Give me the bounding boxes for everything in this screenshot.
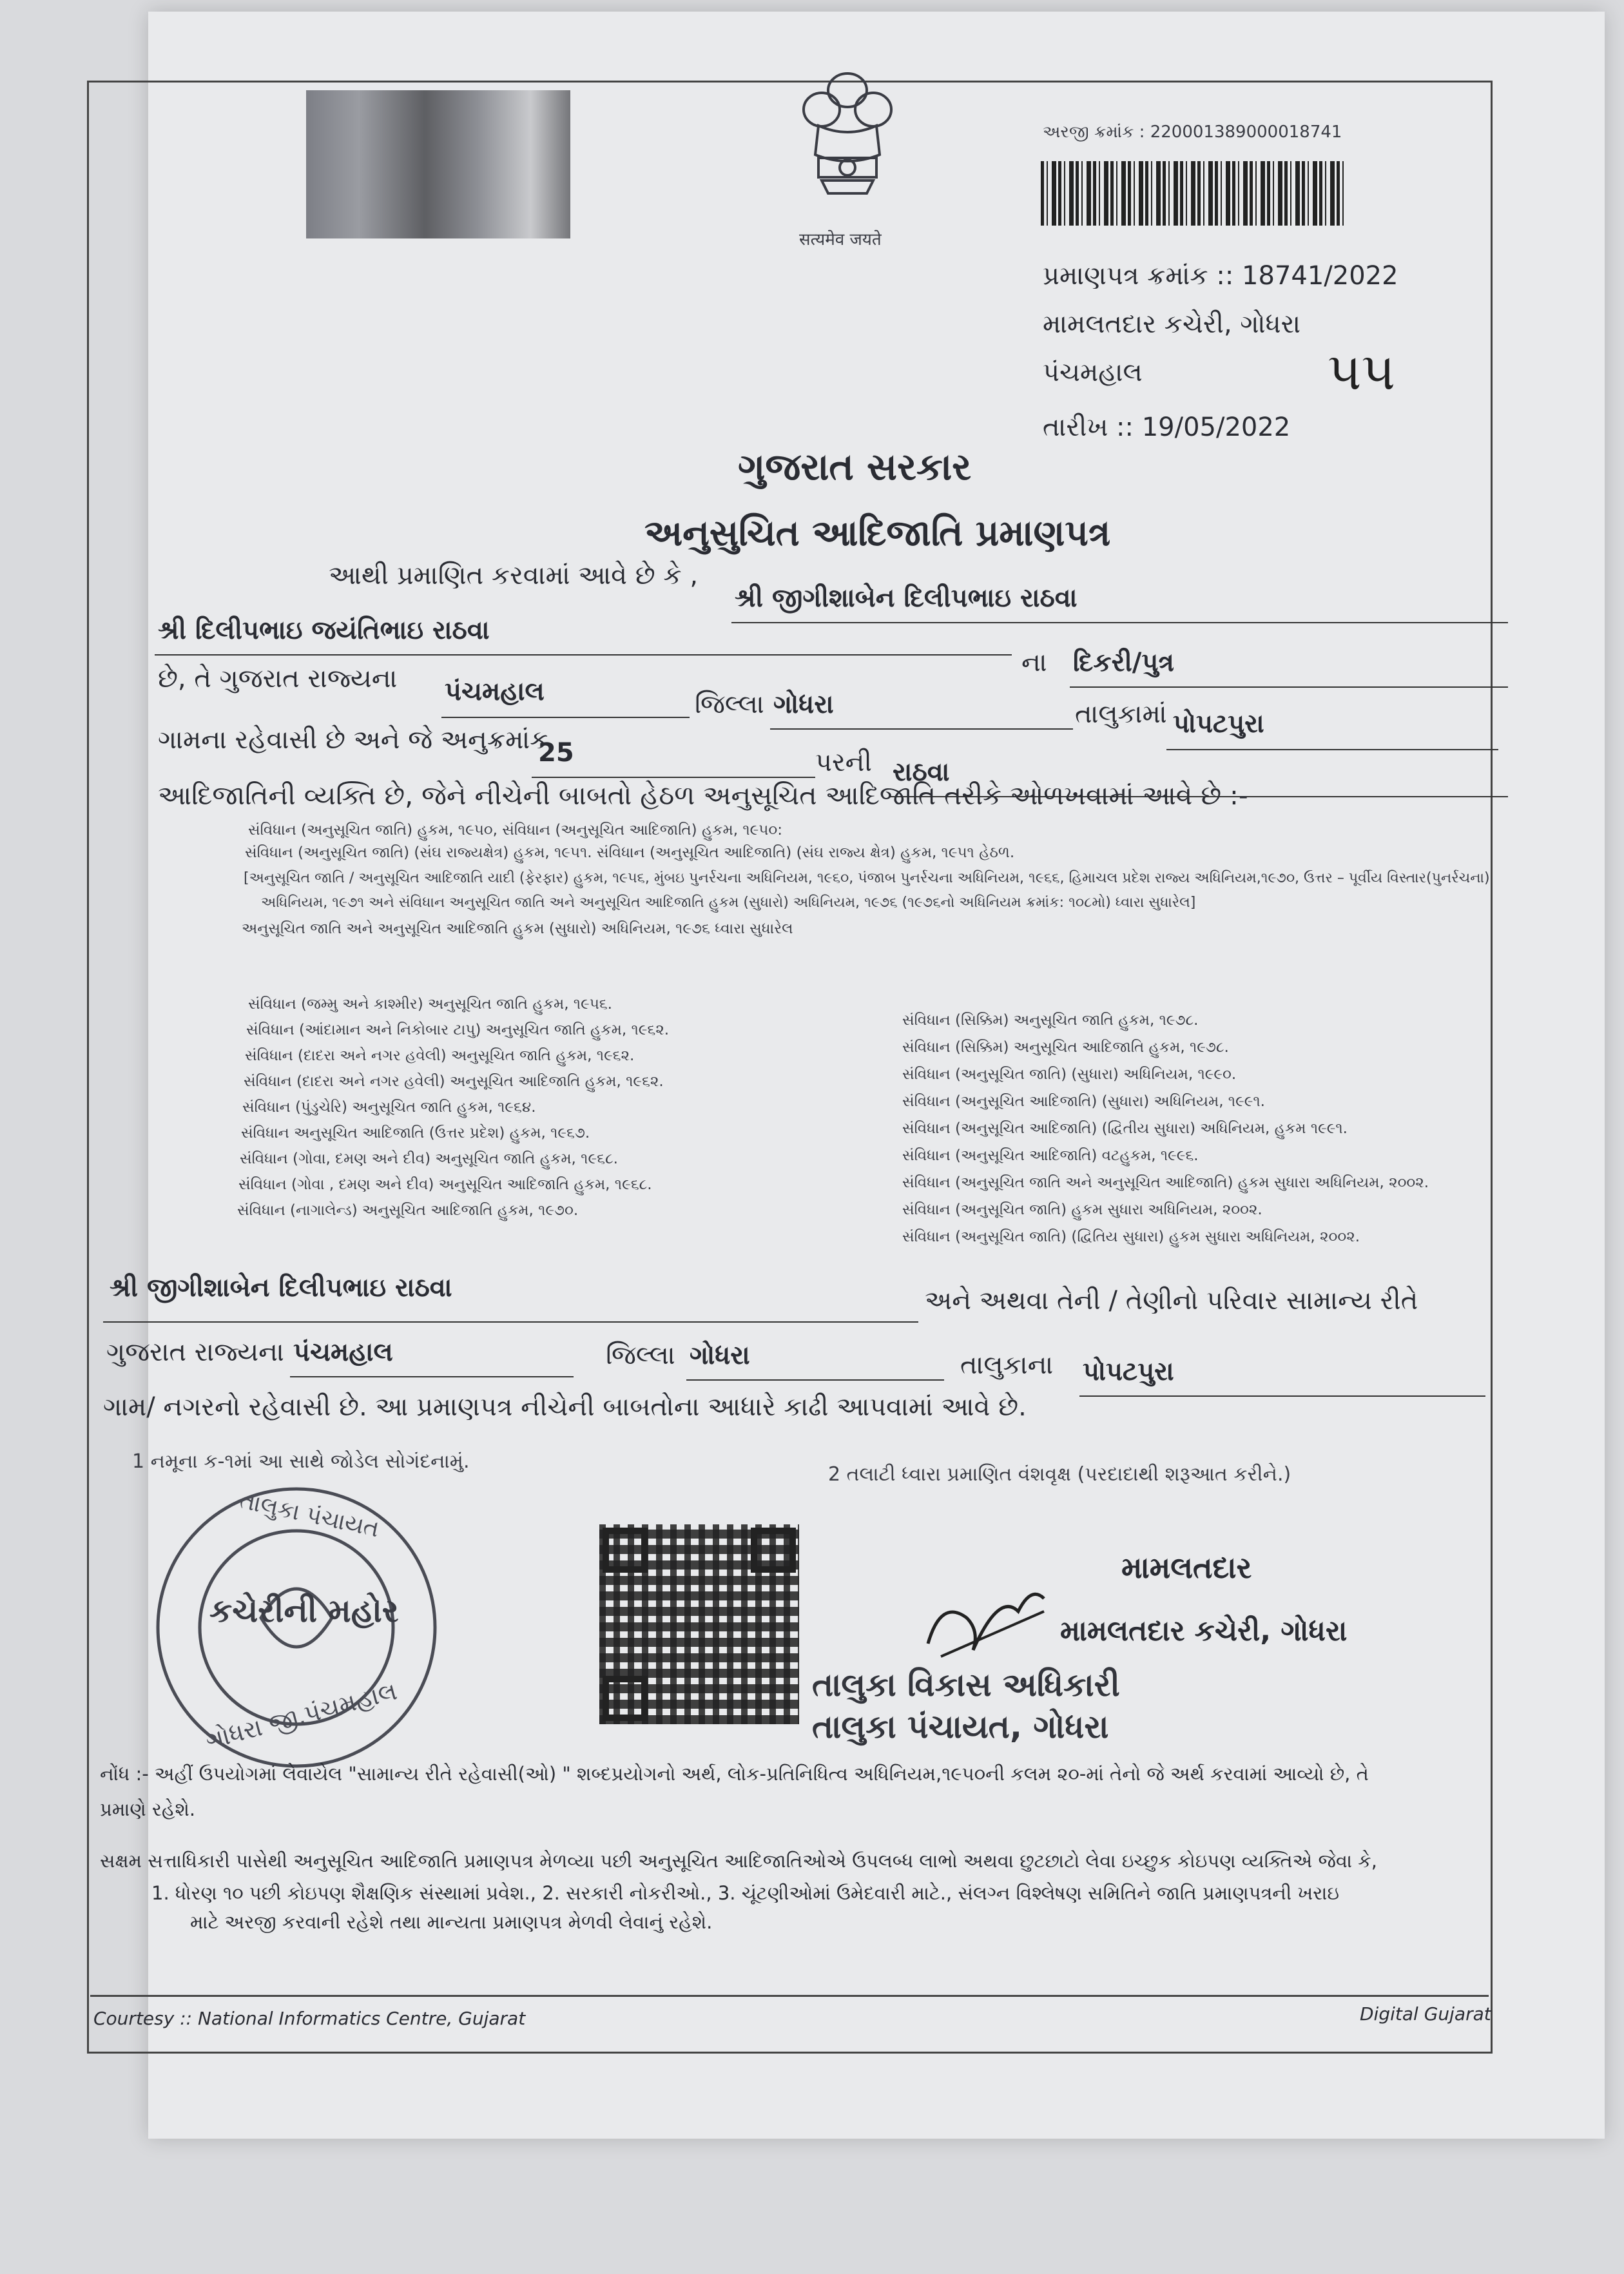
residence-district-line bbox=[290, 1376, 574, 1377]
serial-line bbox=[532, 777, 815, 778]
footer-brand: Digital Gujarat bbox=[1360, 2003, 1491, 2025]
family-text: અને અથવા તેની / તેણીનો પરિવાર સામાન્ય રીતે bbox=[925, 1286, 1418, 1316]
national-emblem-icon bbox=[783, 64, 912, 219]
residence-village: પોપટપુરા bbox=[1083, 1357, 1174, 1386]
order-right-item: સંવિધાન (અનુસૂચિત જાતિ) હુકમ સુધારા અધિનિયમ, ૨૦૦૨. bbox=[902, 1201, 1262, 1218]
issuing-district: પંચમહાલ bbox=[1043, 358, 1143, 387]
footer-courtesy: Courtesy :: National Informatics Centre, Gujarat bbox=[93, 2008, 526, 2029]
order-right-item: સંવિધાન (અનુસૂચિત આદિજાતિ) (દ્વિતીય સુધારા) અધિનિયમ, હુકમ ૧૯૯૧. bbox=[902, 1120, 1348, 1137]
taluka-line bbox=[770, 728, 1073, 730]
order-left-item: સંવિધાન (ગોવા , દમણ અને દીવ) અનુસૂચિત આદિજાતિ હુકમ, ૧૯૬૮. bbox=[238, 1176, 652, 1193]
certify-intro: આથી પ્રમાણિત કરવામાં આવે છે કે , bbox=[329, 561, 699, 590]
state-label: છે, તે ગુજરાત રાજ્યના bbox=[158, 664, 398, 694]
seal-top-text: તાલુકા પંચાયત bbox=[237, 1487, 382, 1543]
certificate-title: અનુસુચિત આદિજાતિ પ્રમાણપત્ર bbox=[644, 512, 1111, 554]
order-right-item: સંવિધાન (અનુસૂચિત જાતિ) (દ્વિતિય સુધારા) હુકમ સુધારા અધિનિયમ, ૨૦૦૨. bbox=[902, 1229, 1360, 1245]
order-left-item: સંવિધાન (દાદરા અને નગર હવેલી) અનુસૂચિત આદિજાતિ હુકમ, ૧૯૬૨. bbox=[244, 1073, 664, 1090]
order-left-item: સંવિધાન અનુસૂચિત આદિજાતિ (ઉત્તર પ્રદેશ) હુકમ, ૧૯૬૭. bbox=[241, 1125, 590, 1142]
signatory-office: મામલતદાર કચેરી, ગોધરા bbox=[1060, 1615, 1348, 1647]
government-title: ગુજરાત સરકાર bbox=[738, 445, 972, 489]
qr-finder-icon bbox=[751, 1528, 796, 1573]
village-line bbox=[1166, 749, 1498, 750]
recognised-text: આદિજાતિની વ્યક્તિ છે, જેને નીચેની બાબતો હેઠળ અનુસૂચિત આદિજાતિ તરીકે ઓળખવામાં આવે છે :- bbox=[158, 780, 1248, 811]
relation: દિકરી/પુત્ર bbox=[1073, 648, 1174, 677]
order-line: અધિનિયમ, ૧૯૭૧ અને સંવિધાન અનુસૂચિત જાતિ અને અનુસૂચિત આદિજાતિ હુકમ (સુધારો) અધિનિયમ, ૧૯૭૬ (૧૯૭૬નો અધિનિયમ ક્રમાંક: ૧૦૮મો) ધ્વારા સુધારેલ] bbox=[261, 895, 1196, 911]
order-line: સંવિધાન (અનુસૂચિત જાતિ) (સંઘ રાજ્યક્ષેત્ર) હુકમ, ૧૯૫૧. સંવિધાન (અનુસૂચિત આદિજાતિ) (સંઘ રાજ્ય ક્ષેત્ર) હુકમ, ૧૯૫૧ હેઠળ. bbox=[245, 844, 1015, 861]
footer-rule bbox=[90, 1995, 1489, 1997]
order-right-item: સંવિધાન (અનુસૂચિત જાતિ) (સુધારા) અધિનિયમ, ૧૯૯૦. bbox=[902, 1066, 1237, 1083]
eligibility-line-2: 1. ધોરણ ૧૦ પછી કોઇપણ શૈક્ષણિક સંસ્થામાં પ્રવેશ., 2. સરકારી નોકરીઓ., 3. ચૂંટણીઓમાં ઉમેદવારી માટે., સંલગ્ન વિશ્લેષણ સમિતિને જાતિ પ્રમાણપત્રની ખરાઇ bbox=[151, 1882, 1339, 1904]
order-right-item: સંવિધાન (અનુસૂચિત આદિજાતિ) (સુધારા) અધિનિયમ, ૧૯૯૧. bbox=[902, 1093, 1265, 1110]
handwritten-number: ૫૫ bbox=[1328, 342, 1396, 402]
signature-icon bbox=[915, 1573, 1057, 1676]
issue-date: તારીખ :: 19/05/2022 bbox=[1043, 413, 1291, 442]
residence-state-label: ગુજરાત રાજ્યના bbox=[106, 1337, 284, 1367]
qr-finder-icon bbox=[603, 1528, 648, 1573]
father-name: શ્રી દિલીપભાઇ જયંતિભાઇ રાઠવા bbox=[158, 616, 490, 645]
basis-text: ગામ/ નગરનો રહેવાસી છે. આ પ્રમાણપત્ર નીચેની બાબતોના આધારે કાઢી આપવામાં આવે છે. bbox=[103, 1392, 1027, 1422]
order-left-item: સંવિધાન (જમ્મુ અને કાશ્મીર) અનુસૂચિત જાતિ હુકમ, ૧૯૫૬. bbox=[248, 996, 612, 1013]
applicant-photo bbox=[306, 90, 570, 238]
caste-value: રાઠવા bbox=[893, 757, 950, 787]
eligibility-line-1: સક્ષમ સત્તાધિકારી પાસેથી અનુસૂચિત આદિજાતિ પ્રમાણપત્ર મેળવ્યા પછી અનુસૂચિત આદિજાતિઓએ ઉપલબ્ધ લાભો અથવા છુટછાટો લેવા ઇચ્છુક કોઇપણ વ્યક્તિએ જેવા કે, bbox=[100, 1850, 1377, 1872]
district-label: જિલ્લા bbox=[695, 690, 764, 719]
stamp-line-2: તાલુકા પંચાયત, ગોધરા bbox=[812, 1708, 1109, 1745]
residence-district: પંચમહાલ bbox=[293, 1337, 393, 1367]
order-right-item: સંવિધાન (અનુસૂચિત જાતિ અને અનુસૂચિત આદિજાતિ) હુકમ સુધારા અધિનિયમ, ૨૦૦૨. bbox=[902, 1174, 1429, 1191]
residence-district-town: ગોધરા bbox=[690, 1341, 750, 1370]
father-name-line bbox=[155, 654, 1012, 656]
note-line-1: નોંધ :- અહીં ઉપયોગમાં લેવાયેલ "સામાન્ય રીતે રહેવાસી(ઓ) " શબ્દપ્રયોગનો અર્થ, લોક-પ્રતિનિધિત્વ અધિનિયમ,૧૯૫૦ની કલમ ૨૦-માં તેનો જે અર્થ કરવામાં આવ્યો છે, તે bbox=[100, 1763, 1369, 1785]
of-label: ના bbox=[1021, 648, 1047, 677]
taluka-district: ગોધરા bbox=[773, 690, 834, 719]
basis-item-1: 1 નમૂના ક-૧માં આ સાથે જોડેલ સોગંદનામું. bbox=[132, 1450, 470, 1473]
order-left-item: સંવિધાન (નાગાલેન્ડ) અનુસૂચિત આદિજાતિ હુકમ, ૧૯૭૦. bbox=[237, 1202, 579, 1219]
issuing-office: મામલતદાર કચેરી, ગોધરા bbox=[1043, 309, 1301, 339]
district-line bbox=[441, 717, 690, 718]
district-value: પંચમહાલ bbox=[445, 677, 545, 706]
order-left-item: સંવિધાન (આંદામાન અને નિકોબાર ટાપુ) અનુસૂચિત જાતિ હુકમ, ૧૯૬૨. bbox=[246, 1022, 670, 1038]
barcode bbox=[1041, 161, 1344, 226]
order-left-item: સંવિધાન (ગોવા, દમણ અને દીવ) અનુસૂચિત જાતિ હુકમ, ૧૯૬૮. bbox=[240, 1151, 618, 1167]
stamp-line-1: તાલુકા વિકાસ અધિકારી bbox=[812, 1666, 1120, 1704]
order-line: [અનુસૂચિત જાતિ / અનુસૂચિત આદિજાતિ યાદી (ફેરફાર) હુકમ, ૧૯૫૬, મુંબઇ પુનર્રચના અધિનિયમ, ૧૯૬૦, પંજાબ પુનર્રચના અધિનિયમ, ૧૯૬૬, હિમાચલ પ્રદેશ રાજ્ય અધિનિયમ,૧૯૭૦, ઉત્તર – પૂર્વીય વિસ્તાર(પુનર્રચના) bbox=[244, 870, 1490, 886]
relation-line bbox=[1070, 686, 1508, 688]
order-line: સંવિધાન (અનુસૂચિત જાતિ) હુકમ, ૧૯૫૦, સંવિધાન (અનુસૂચિત આદિજાતિ) હુકમ, ૧૯૫૦: bbox=[248, 822, 782, 839]
basis-item-2: 2 તલાટી ધ્વારા પ્રમાણિત વંશવૃક્ષ (પરદાદાથી શરૂઆત કરીને.) bbox=[828, 1463, 1291, 1486]
residence-district-label: જિલ્લા bbox=[606, 1341, 675, 1370]
order-line: અનુસૂચિત જાતિ અને અનુસૂચિત આદિજાતિ હુકમ (સુધારો) અધિનિયમ, ૧૯૭૬ ધ્વારા સુધારેલ bbox=[242, 920, 793, 937]
signatory-designation: મામલતદાર bbox=[1121, 1550, 1252, 1585]
certificate-number: પ્રમાણપત્ર ક્રમાંક :: 18741/2022 bbox=[1043, 261, 1398, 291]
order-left-item: સંવિધાન (પુંડુચેરિ) અનુસૂચિત જાતિ હુકમ, ૧૯૬૪. bbox=[242, 1099, 536, 1116]
eligibility-line-3: માટે અરજી કરવાની રહેશે તથા માન્યતા પ્રમાણપત્ર મેળવી લેવાનું રહેશે. bbox=[190, 1911, 713, 1933]
residence-village-line bbox=[1079, 1395, 1485, 1397]
village-value: પોપટપુરા bbox=[1173, 709, 1264, 739]
application-number: અરજી ક્રમાંક : 220001389000018741 bbox=[1043, 122, 1342, 142]
residence-town-line bbox=[686, 1379, 944, 1381]
resident-label: ગામના રહેવાસી છે અને જે અનુક્રમાંક bbox=[158, 725, 548, 755]
order-right-item: સંવિધાન (સિક્કિમ) અનુસૂચિત આદિજાતિ હુકમ, ૧૯૭૮. bbox=[902, 1039, 1229, 1056]
order-left-item: સંવિધાન (દાદરા અને નગર હવેલી) અનુસૂચિત જાતિ હુકમ, ૧૯૬૨. bbox=[245, 1047, 635, 1064]
qr-finder-icon bbox=[603, 1676, 648, 1721]
residence-taluka-label: તાલુકાના bbox=[960, 1350, 1054, 1380]
serial-number: 25 bbox=[538, 738, 574, 768]
taluka-label: તાલુકામાં bbox=[1075, 699, 1167, 729]
holder-name: શ્રી જીગીશાબેન દિલીપભાઇ રાઠવા bbox=[735, 583, 1078, 613]
note-line-2: પ્રમાણે રહેશે. bbox=[100, 1798, 196, 1820]
order-right-item: સંવિધાન (અનુસૂચિત આદિજાતિ) વટહુકમ, ૧૯૯૬. bbox=[902, 1147, 1199, 1164]
seal-bottom-text: ગોધરા જી.પંચમહાલ bbox=[202, 1676, 400, 1755]
emblem-motto: सत्यमेव जयते bbox=[799, 230, 882, 249]
holder-name-line bbox=[731, 622, 1508, 623]
caste-of-label: પરની bbox=[815, 748, 872, 777]
residence-name: શ્રી જીગીશાબેન દિલીપભાઇ રાઠવા bbox=[110, 1273, 452, 1303]
residence-name-line bbox=[103, 1321, 918, 1323]
seal-center-text: કચેરીની મહોર bbox=[209, 1592, 399, 1629]
order-right-item: સંવિધાન (સિક્કિમ) અનુસૂચિત જાતિ હુકમ, ૧૯૭૮. bbox=[902, 1012, 1199, 1029]
